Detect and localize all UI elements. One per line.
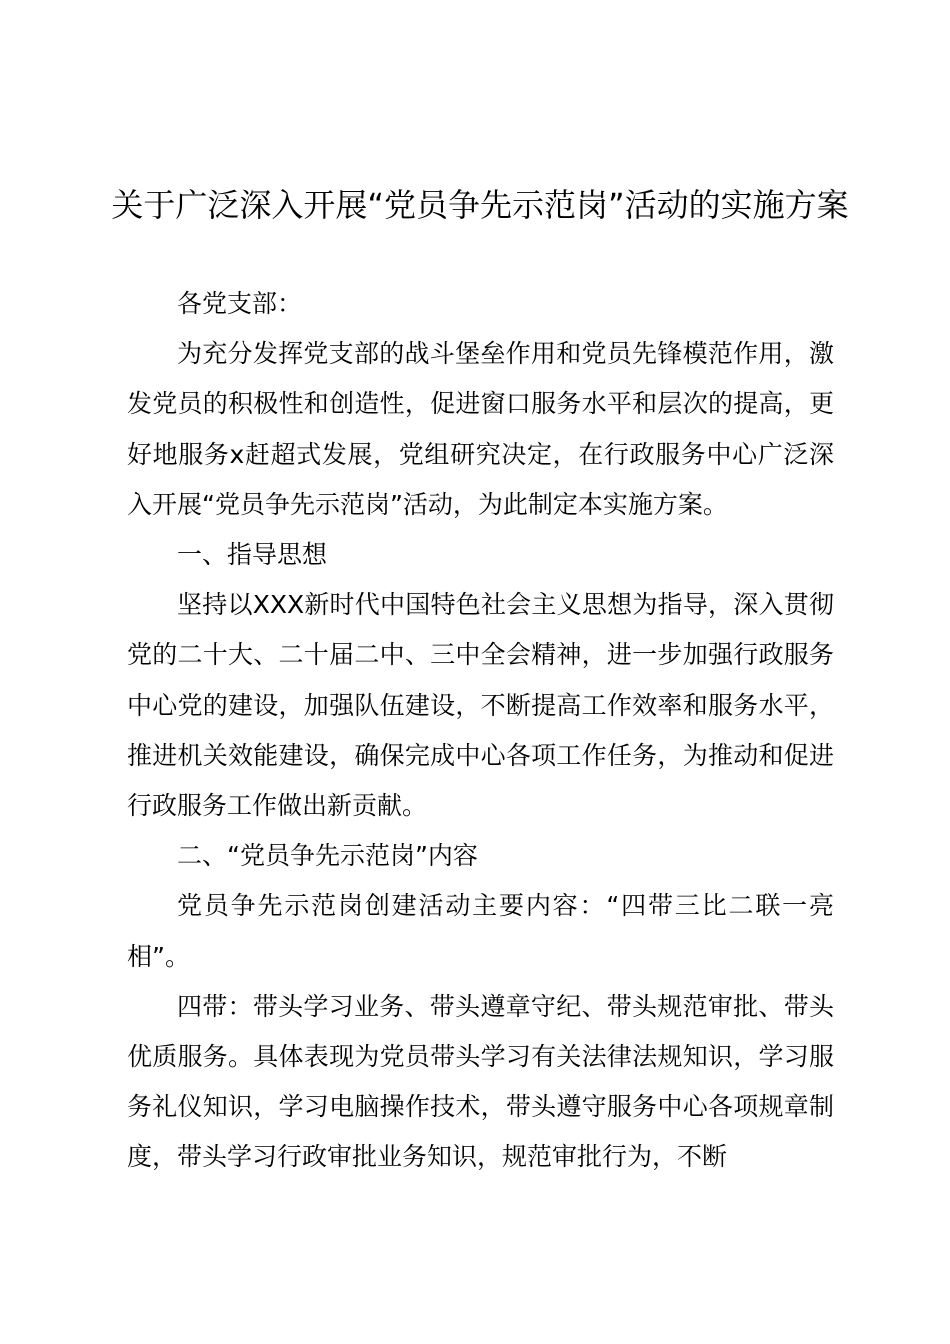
- document-body: [127, 279, 834, 1183]
- paragraph-intro: 为充分发挥党支部的战斗堡垒作用和党员先锋模范作用，激发党员的积极性和创造性，促进窗口服务水平和层次的提高，更好地服务x赶超式发展，党组研究决定，在行政服务中心广泛深入开展“党员争先示范岗”活动，为此制定本实施方案。: [127, 339, 834, 519]
- document-title: 关于广泛深入开展“党员争先示范岗”活动的实施方案: [111, 186, 849, 224]
- salutation: 各党支部：: [177, 289, 303, 318]
- paragraph-guiding-ideology: 坚持以XXX新时代中国特色社会主义思想为指导，深入贯彻党的二十大、二十届二中、三中全会精神，进一步加强行政服务中心党的建设，加强队伍建设，不断提高工作效率和服务水平，推进机关效能建设，确保完成中心各项工作任务，为推动和促进行政服务工作做出新贡献。: [127, 590, 834, 821]
- section-heading-guiding-ideology: 一、指导思想: [177, 540, 328, 570]
- paragraph-four-leads: 四带：带头学习业务、带头遵章守纪、带头规范审批、带头优质服务。具体表现为党员带头学习有关法律法规知识，学习服务礼仪知识，学习电脑操作技术，带头遵守服务中心各项规章制度，带头学习行政审批业务知识，规范审批行为，不断: [127, 991, 834, 1172]
- paragraph-main-content: 党员争先示范岗创建活动主要内容：“四带三比二联一亮相”。: [127, 891, 834, 971]
- section-heading-content: 二、“党员争先示范岗”内容: [177, 841, 478, 871]
